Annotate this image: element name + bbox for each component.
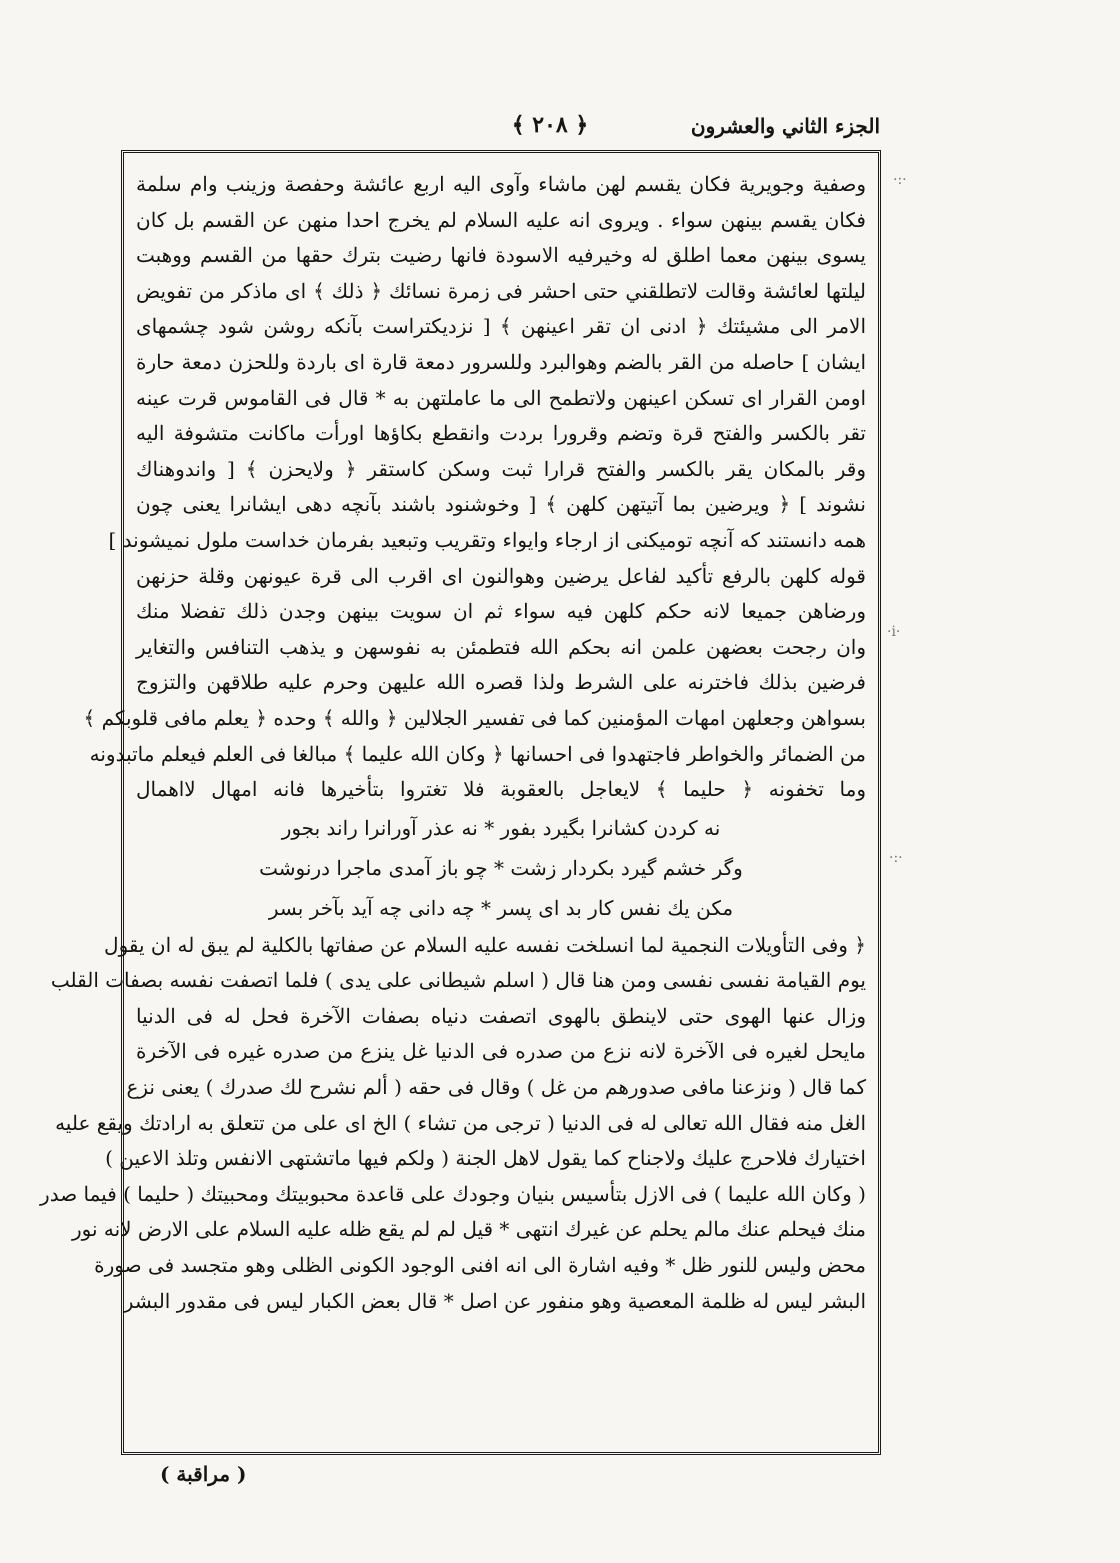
text-line: ليلتها لعائشة وقالت لاتطلقني حتى احشر فى زمرة نسائك ﴿ ذلك ﴾ اى ماذكر من تفويض: [136, 278, 866, 303]
text-line: وصفية وجويرية فكان يقسم لهن ماشاء وآوى اليه اربع عائشة وحفصة وزينب وام سلمة: [136, 172, 866, 196]
text-line: ايشان ] حاصله من القر بالضم وهوالبرد وللسرور دمعة قارة اى باردة وللحزن دمعة حارة: [136, 349, 866, 374]
text-line: بسواهن وجعلهن امهات المؤمنين كما فى تفسير الجلالين ﴿ والله ﴾ وحده ﴿ يعلم مافى قلوبكم ﴾: [83, 705, 866, 730]
text-line: الامر الى مشيئتك ﴿ ادنى ان تقر اعينهن ﴾ [ نزديكتراست بآنكه روشن شود چشمهاى: [136, 314, 866, 339]
margin-mark: ·:·: [889, 850, 903, 866]
text-line: ﴿ وفى التأويلات النجمية لما انسلخت نفسه عليه السلام عن صفاتها بالكلية لم يبق له ان يقول: [104, 932, 866, 957]
text-line: منك فيحلم عنك مالم يحلم عن غيرك انتهى * قيل لم لم يقع ظله عليه السلام على الارض لانه نور: [71, 1217, 866, 1242]
text-line: اختيارك فلاحرج عليك ولاجناح كما يقول لاهل الجنة ( ولكم فيها ماتشتهى الانفس وتلذ الاعين ): [105, 1146, 866, 1171]
text-line: محض وليس للنور ظل * وفيه اشارة الى انه افنى الوجود الكونى الظلى وهو متجسد فى صورة: [94, 1253, 866, 1278]
text-line: قوله كلهن بالرفع تأكيد لفاعل يرضين وهوالنون اى اقرب الى قرة عيونهن وقلة حزنهن: [136, 563, 866, 588]
text-line: من الضمائر والخواطر فاجتهدوا فى احسانها ﴿ وكان الله عليما ﴾ مبالغا فى العلم فيعلم ماتبدونه: [89, 741, 866, 766]
text-line: وقر بالمكان يقر بالكسر والفتح قرارا ثبت وسكن كاستقر ﴿ ولايحزن ﴾ [ واندوهناك: [136, 456, 866, 481]
text-line: ( وكان الله عليما ) فى الازل بتأسيس بنيان وجودك على قاعدة محبوبيتك ومحبيتك ( حليما ) فيما صدر: [40, 1181, 866, 1206]
body-text: [40, 167, 866, 1319]
text-line: يسوى بينهن معما اطلق له وخيرفيه الاسودة فانها رضيت بترك حقها من القسم ووهبت: [136, 243, 866, 268]
catchword: ( مراقبة ): [160, 1462, 247, 1486]
verse-line: نه كردن كشانرا بگيرد بفور * نه عذر آورانرا راند بجور: [281, 815, 721, 840]
text-line: وما تخفونه ﴿ حليما ﴾ لايعاجل بالعقوبة فلا تغتروا بتأخيرها فانه امهال لااهمال: [136, 777, 866, 802]
text-line: وان رجحت بعضهن علمن انه بحكم الله فتطمئن به نفوسهن و يذهب التنافس والتغاير: [136, 634, 866, 659]
page-number: ﴿ ٢٠٨ ﴾: [511, 112, 589, 138]
text-line: ورضاهن جميعا لانه حكم كلهن فيه سواء ثم ان سويت بينهن وجدن ذلك تفضلا منك: [136, 599, 866, 624]
margin-mark: ·i·: [887, 624, 901, 640]
text-line: فكان يقسم بينهن سواء . ويروى انه عليه السلام لم يخرج احدا منهن عن القسم بل كان: [136, 207, 866, 232]
text-line: يوم القيامة نفسى نفسى ومن هنا قال ( اسلم شيطانى على يدى ) فلما اتصفت نفسه بصفات القلب: [50, 968, 866, 993]
text-line: تقر بالكسر والفتح قرة وتضم وقرورا بردت وانقطع بكاؤها اورأت ماكانت متشوفة اليه: [136, 421, 866, 446]
text-line: فرضين بذلك فاخترنه على الشرط ولذا قصره الله عليهن وحرم عليه طلاقهن والتزوج: [136, 670, 866, 695]
text-line: اومن القرار اى تسكن اعينهن ولاتطمح الى ما عاملتهن به * قال فى القاموس قرت عينه: [136, 385, 866, 410]
text-line: وزال عنها الهوى حتى لاينطق بالهوى اتصفت دنياه بصفات الآخرة فحل له فى الدنيا: [136, 1003, 866, 1028]
text-line: كما قال ( ونزعنا مافى صدورهم من غل ) وقال فى حقه ( ألم نشرح لك صدرك ) يعنى نزع: [126, 1075, 866, 1100]
text-frame: [40, 150, 881, 1455]
text-line: الغل منه فقال الله تعالى له فى الدنيا ( ترجى من تشاء ) الخ اى على من تتعلق به ارادتك ويقع عليه: [55, 1110, 866, 1135]
margin-mark: ·:·: [893, 172, 907, 188]
verse-line: وگر خشم گيرد بكردار زشت * چو باز آمدى ماجرا درنوشت: [259, 855, 743, 880]
page-header: [120, 112, 880, 148]
verse-line: مكن يك نفس كار بد اى پسر * چه دانى چه آيد بآخر بسر: [268, 895, 734, 920]
text-line: البشر ليس له ظلمة المعصية وهو منفور عن اصل * قال بعض الكبار ليس فى مقدور البشر: [123, 1288, 866, 1313]
text-line: نشوند ] ﴿ ويرضين بما آتيتهن كلهن ﴾ [ وخوشنود باشند بآنچه دهى ايشانرا يعنى چون: [136, 492, 866, 517]
running-title: الجزء الثاني والعشرون: [690, 114, 880, 138]
text-line: همه دانستند كه آنچه توميكنى از ارجاء وايواء وتقريب وتبعيد بفرمان خداست ملول نميشوند ]: [108, 527, 866, 552]
text-line: مايحل لغيره فى الآخرة لانه نزع من صدره فى الدنيا غل ينزع من صدره غيره فى الآخرة: [136, 1039, 866, 1064]
